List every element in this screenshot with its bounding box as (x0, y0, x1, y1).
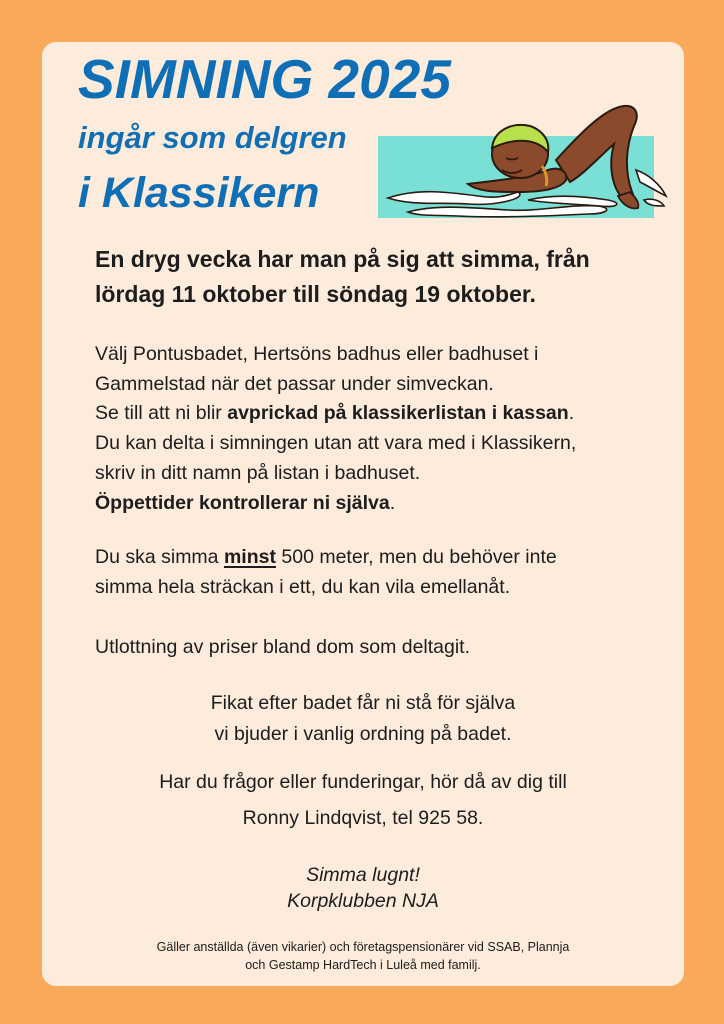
opening-hours-note: Öppettider kontrollerar ni själva (95, 491, 390, 514)
poster-title: SIMNING 2025 (78, 48, 451, 110)
contact-line1: Har du frågor eller funderingar, hör då av dig till (159, 771, 567, 793)
info-paragraph: Välj Pontusbadet, Hertsöns badhus eller badhuset i Gammelstad när det passar under simveckan. Se till att ni blir avprickad på klassikerlistan i kassan. Du kan delta i simningen utan att vara med i Klassikern, skriv in ditt namn på listan i badhuset. Öppettider kontrollerar ni själva. (95, 343, 577, 514)
signoff: Simma lugnt! Korpklubben NJA (287, 864, 439, 912)
poster-subtitle-line1: ingår som delgren (78, 120, 347, 155)
lead-text: En dryg vecka har man på sig att simma, från lördag 11 oktober till söndag 19 oktober. (95, 246, 590, 307)
footer-note: Gäller anställda (även vikarier) och företagspensionärer vid SSAB, Plannja och Gestamp HardTech i Luleå med familj. (156, 940, 570, 972)
distance-paragraph: Du ska simma minst 500 meter, men du behöver inte simma hela sträckan i ett, du kan vila emellanåt. (95, 546, 557, 598)
lottery-paragraph: Utlottning av priser bland dom som deltagit. (95, 636, 471, 658)
minimum-emphasis: minst (223, 546, 276, 568)
contact-line2: Ronny Lindqvist, tel 925 58. (242, 807, 484, 829)
swimmer-illustration (378, 100, 674, 222)
checkin-requirement: avprickad på klassikerlistan i kassan (227, 402, 569, 425)
fika-paragraph: Fikat efter badet får ni stå för själva vi bjuder i vanlig ordning på badet. (210, 692, 516, 745)
poster-subtitle-line2: i Klassikern (78, 169, 320, 217)
